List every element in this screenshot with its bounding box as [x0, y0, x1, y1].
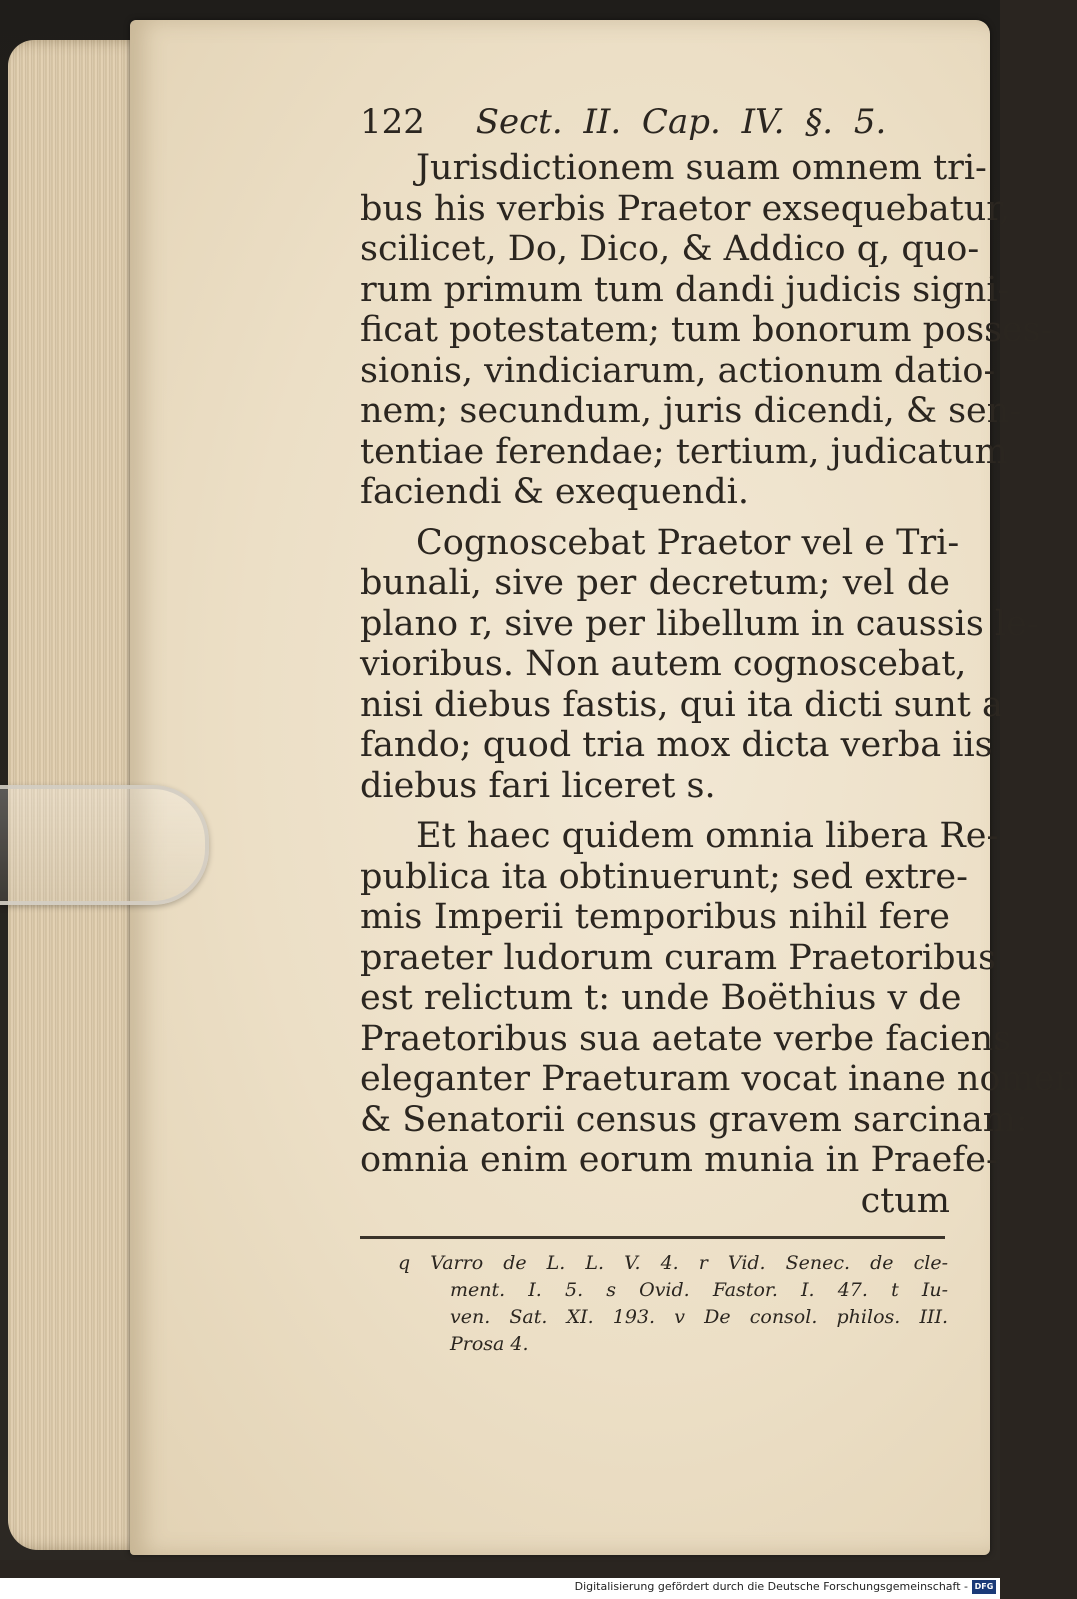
text-line: nem; secundum, juris dicendi, & sen- [360, 391, 1022, 431]
paragraph-3 [360, 816, 1077, 1221]
text-line: tentiae ferendae; tertium, judicatum [360, 431, 1008, 472]
page-content [360, 100, 1077, 1231]
text-line: praeter ludorum curam Praetoribus [360, 937, 997, 978]
text-line: mis Imperii temporibus nihil fere [360, 897, 950, 937]
text-line: bus his verbis Praetor exsequebatur, [360, 188, 1011, 229]
dfg-logo-icon: DFG [972, 1580, 996, 1594]
catchword: ctum [860, 1180, 950, 1221]
text-line: & Senatorii census gravem sarcinam: [360, 1099, 1028, 1140]
text-line: plano r, sive per libellum in caussis le- [360, 603, 1039, 644]
footnote-line: ment. I. 5. s Ovid. Fastor. I. 47. t Iu- [450, 1279, 948, 1301]
text-line: Jurisdictionem suam omnem tri- [416, 148, 987, 188]
text-line: Praetoribus sua aetate verbe faciens [360, 1018, 1012, 1059]
text-line: publica ita obtinuerunt; sed extre- [360, 856, 968, 897]
text-line: eleganter Praeturam vocat inane nomen [360, 1059, 1077, 1099]
text-line: omnia enim eorum munia in Praefe- [360, 1140, 998, 1180]
paragraph-2 [360, 522, 1039, 807]
text-line: sionis, vindiciarum, actionum datio- [360, 350, 996, 391]
text-line: diebus fari liceret s. [360, 765, 716, 806]
running-header [360, 100, 950, 148]
text-line: vioribus. Non autem cognoscebat, [360, 644, 967, 684]
footnote-rule [360, 1236, 945, 1239]
text-line: fando; quod tria mox dicta verba iis [360, 725, 993, 765]
text-line: faciendi & exequendi. [360, 472, 749, 512]
digitization-credit: Digitalisierung gefördert durch die Deutsche Forschungsgemeinschaft - [574, 1580, 968, 1593]
section-heading: Sect. II. Cap. IV. §. 5. [475, 102, 887, 142]
text-line: scilicet, Do, Dico, & Addico q, quo- [360, 229, 980, 269]
footnote-line: Prosa 4. [450, 1333, 529, 1355]
footnote-line: q Varro de L. L. V. 4. r Vid. Senec. de cle- [398, 1252, 948, 1274]
footnote-line: ven. Sat. XI. 193. v De consol. philos. III. [450, 1306, 948, 1328]
text-line: rum primum tum dandi judicis signi- [360, 269, 1010, 310]
text-line: est relictum t: unde Boëthius v de [360, 978, 962, 1018]
text-line: bunali, sive per decretum; vel de [360, 563, 950, 603]
text-line: Cognoscebat Praetor vel e Tri- [416, 522, 960, 563]
footnotes [398, 1250, 948, 1358]
text-line: Et haec quidem omnia libera Re- [416, 816, 999, 856]
page-clip [0, 785, 209, 905]
paragraph-1 [360, 148, 1053, 513]
page-number: 122 [360, 102, 425, 142]
text-line: nisi diebus fastis, qui ita dicti sunt a [360, 684, 1003, 725]
text-line: ficat potestatem; tum bonorum posses- [360, 310, 1053, 350]
